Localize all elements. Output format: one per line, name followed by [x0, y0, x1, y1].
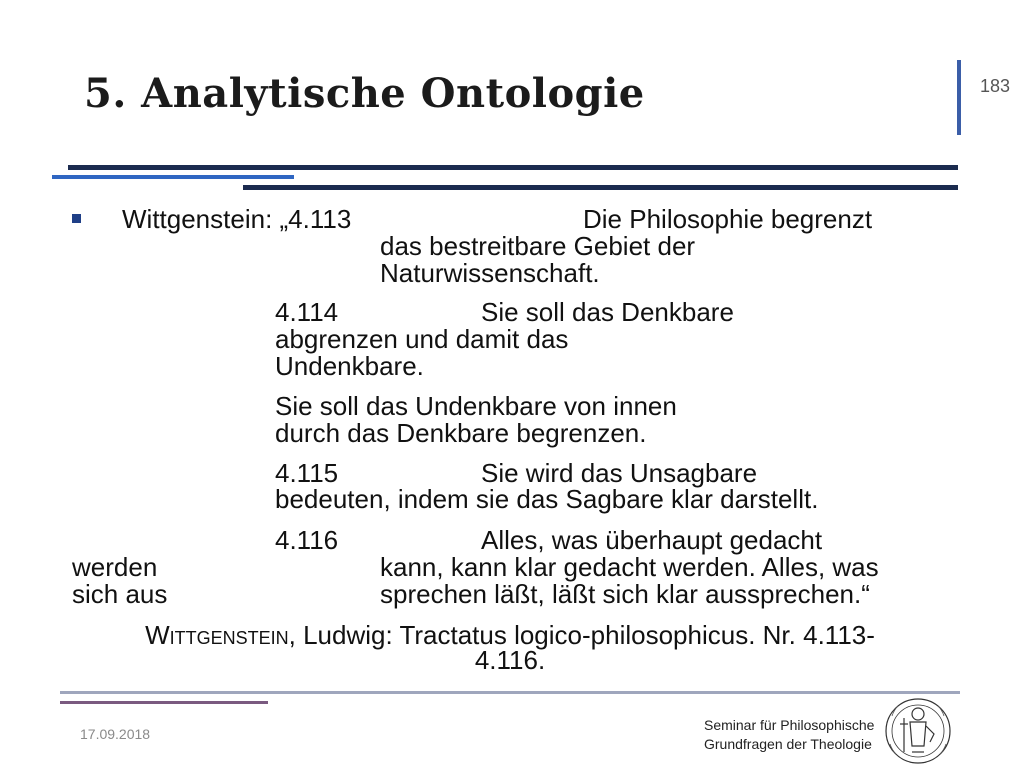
citation: [70, 620, 950, 675]
quote-line-6: Undenkbare.: [275, 351, 424, 381]
quote-section-number: 4.114: [275, 297, 339, 327]
quote-line-5: abgrenzen und damit das: [275, 324, 569, 354]
quote-section-number: 4.115: [275, 458, 339, 488]
quote-line-12-start: werden: [72, 552, 158, 582]
quote-line-1-intro: Wittgenstein: „4.113: [122, 204, 352, 234]
quote-line-9: Sie wird das Unsagbare: [481, 458, 758, 488]
footer-date: 17.09.2018: [80, 726, 151, 742]
quote-line-7: Sie soll das Undenkbare von innen: [275, 391, 677, 421]
quote-line-3: Naturwissenschaft.: [380, 258, 600, 288]
slide-title: 5. Analytische Ontologie: [84, 70, 645, 117]
citation-line-2: 4.116.: [474, 645, 546, 675]
citation-title: , Ludwig: Tractatus logico-philosophicus. Nr. 4.113-: [288, 620, 875, 650]
header-rule-top: [68, 165, 958, 170]
seminar-line-2: Grundfragen der Theologie: [704, 736, 872, 752]
footer-rule: [60, 691, 960, 694]
quote-line-8: durch das Denkbare begrenzen.: [275, 418, 647, 448]
quote-line-10: bedeuten, indem sie das Sagbare klar darstellt.: [275, 484, 819, 514]
header-rule-accent: [52, 175, 294, 179]
footer-seminar: [704, 716, 874, 754]
quote-line-13-start: sich aus: [72, 579, 168, 609]
square-bullet-icon: [72, 214, 81, 223]
quote-line-12: kann, kann klar gedacht werden. Alles, was: [380, 552, 879, 582]
footer-rule-accent: [60, 701, 268, 704]
page-number: 183: [980, 76, 1011, 96]
page-number-bar: [957, 60, 961, 135]
quote-section-number: 4.116: [275, 525, 339, 555]
seminar-line-1: Seminar für Philosophische: [704, 717, 875, 733]
citation-author: Wittgenstein: [145, 620, 289, 650]
quote-line-13: sprechen läßt, läßt sich klar aussprechen.“: [380, 579, 870, 609]
quote-line-1-text: Die Philosophie begrenzt: [583, 204, 873, 234]
seminar-seal-icon: [880, 696, 956, 766]
quote-line-2: das bestreitbare Gebiet der: [380, 231, 696, 261]
quote-line-11: Alles, was überhaupt gedacht: [481, 525, 823, 555]
quote-line-4: Sie soll das Denkbare: [481, 297, 734, 327]
header-rule-bottom: [243, 185, 958, 190]
